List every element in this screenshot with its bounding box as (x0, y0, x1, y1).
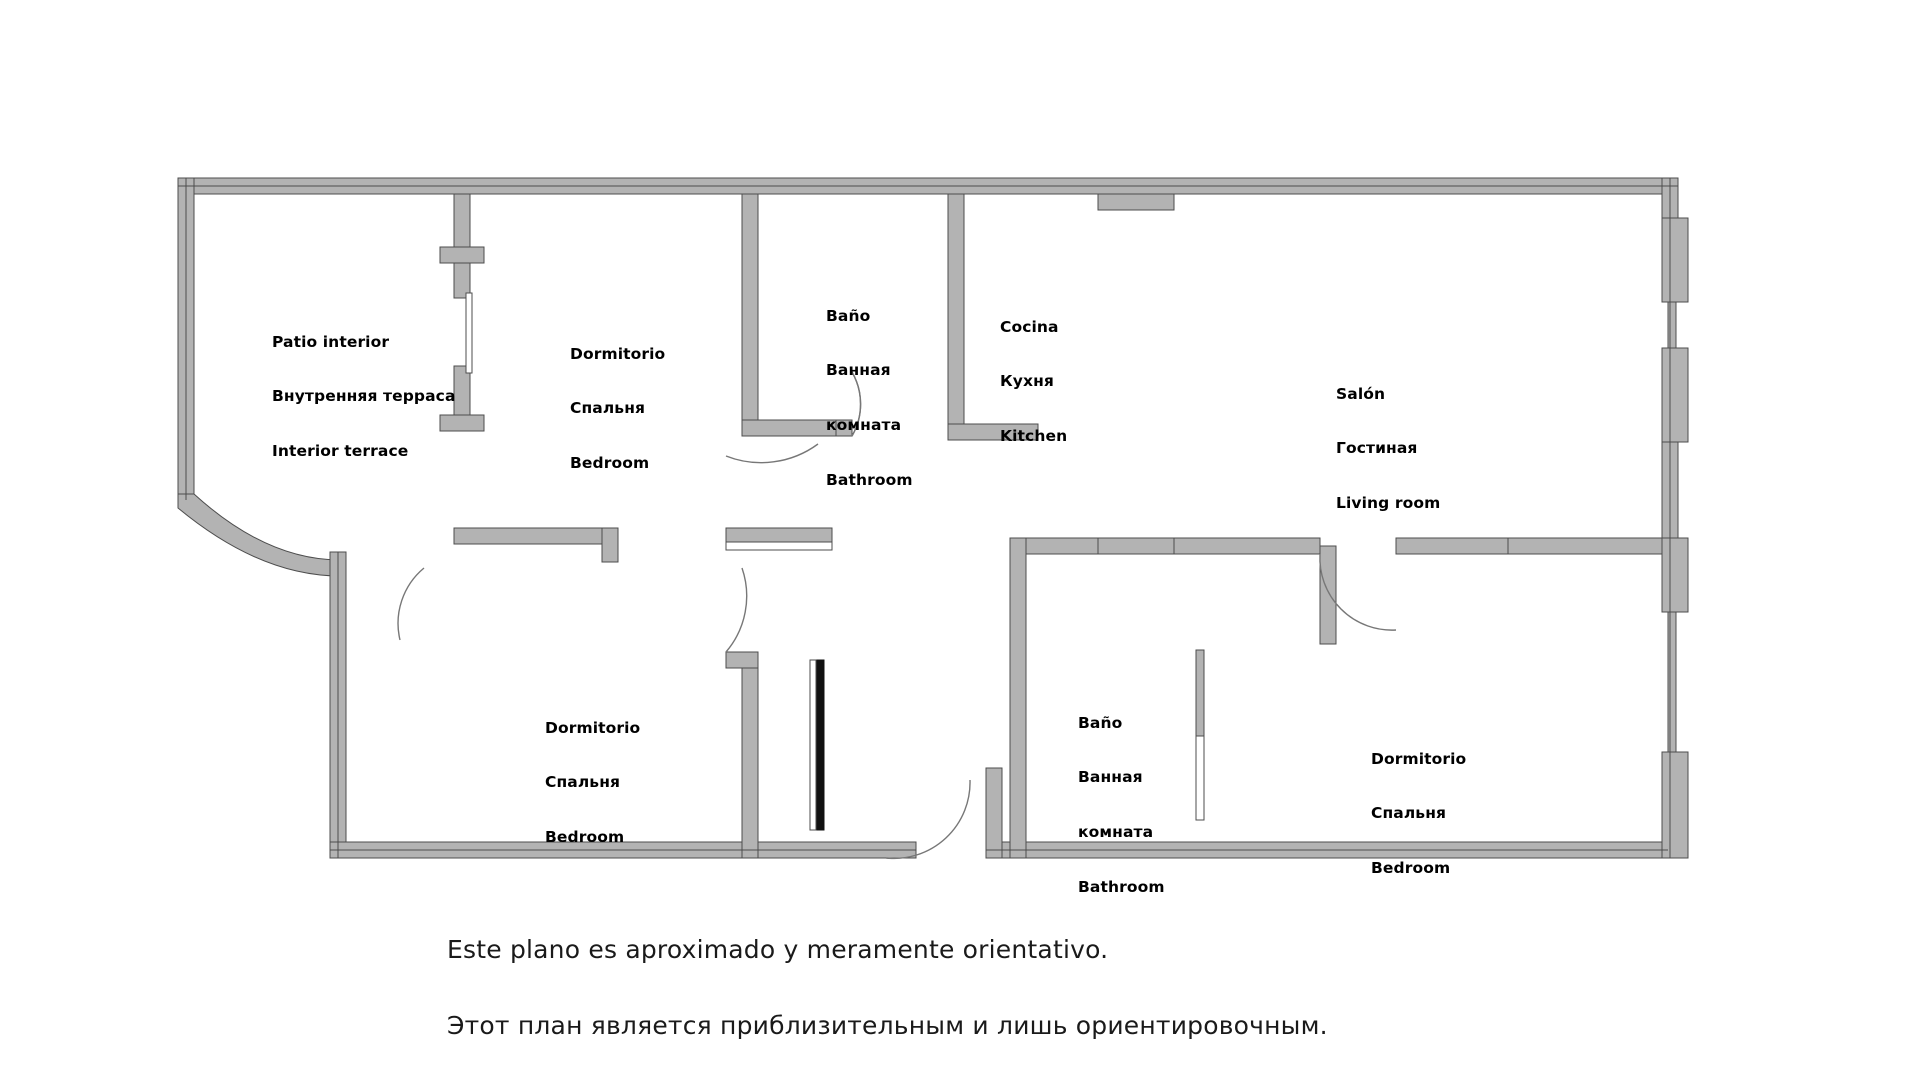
room-name-es: Baño (826, 306, 871, 325)
room-name-ru: Спальня (570, 399, 646, 418)
room-name-en: Kitchen (1000, 427, 1068, 446)
room-name-es: Dormitorio (1371, 749, 1467, 768)
room-name-es: Salón (1336, 384, 1386, 403)
room-name-es: Baño (1078, 713, 1123, 732)
room-name-en: Bedroom (1371, 859, 1451, 878)
room-name-ru: Спальня (545, 773, 621, 792)
room-name-ru: Гостиная (1336, 439, 1418, 458)
room-name-ru-1: Ванная (826, 361, 891, 380)
room-label-bedroom-top-left (570, 308, 665, 509)
room-name-ru: Спальня (1371, 804, 1447, 823)
room-name-es: Cocina (1000, 317, 1059, 336)
room-name-en: Living room (1336, 494, 1441, 513)
room-label-bathroom-top (826, 270, 913, 526)
room-label-kitchen (1000, 281, 1067, 482)
room-name-es: Dormitorio (570, 344, 666, 363)
room-label-bedroom-bottom-right (1371, 713, 1466, 914)
room-name-ru-2: комната (826, 416, 902, 435)
room-name-ru-1: Ванная (1078, 768, 1143, 787)
room-name-en: Interior terrace (272, 442, 409, 461)
room-name-en: Bedroom (570, 454, 650, 473)
room-label-interior-terrace (272, 296, 456, 497)
room-name-en: Bathroom (1078, 878, 1165, 897)
disclaimer-spanish: Este plano es aproximado y meramente orientativo. (447, 935, 1109, 964)
disclaimer-russian: Этот план является приблизительным и лишь ориентировочным. (447, 1011, 1328, 1040)
room-label-bathroom-bottom (1078, 677, 1165, 933)
room-name-es: Patio interior (272, 332, 390, 351)
room-name-es: Dormitorio (545, 718, 641, 737)
room-name-ru: Кухня (1000, 372, 1054, 391)
room-name-en: Bedroom (545, 828, 625, 847)
room-label-living-room (1336, 348, 1440, 549)
room-name-ru-2: комната (1078, 823, 1154, 842)
room-name-en: Bathroom (826, 471, 913, 490)
room-name-ru: Внутренняя терраса (272, 387, 456, 406)
room-label-bedroom-bottom-left (545, 682, 640, 883)
